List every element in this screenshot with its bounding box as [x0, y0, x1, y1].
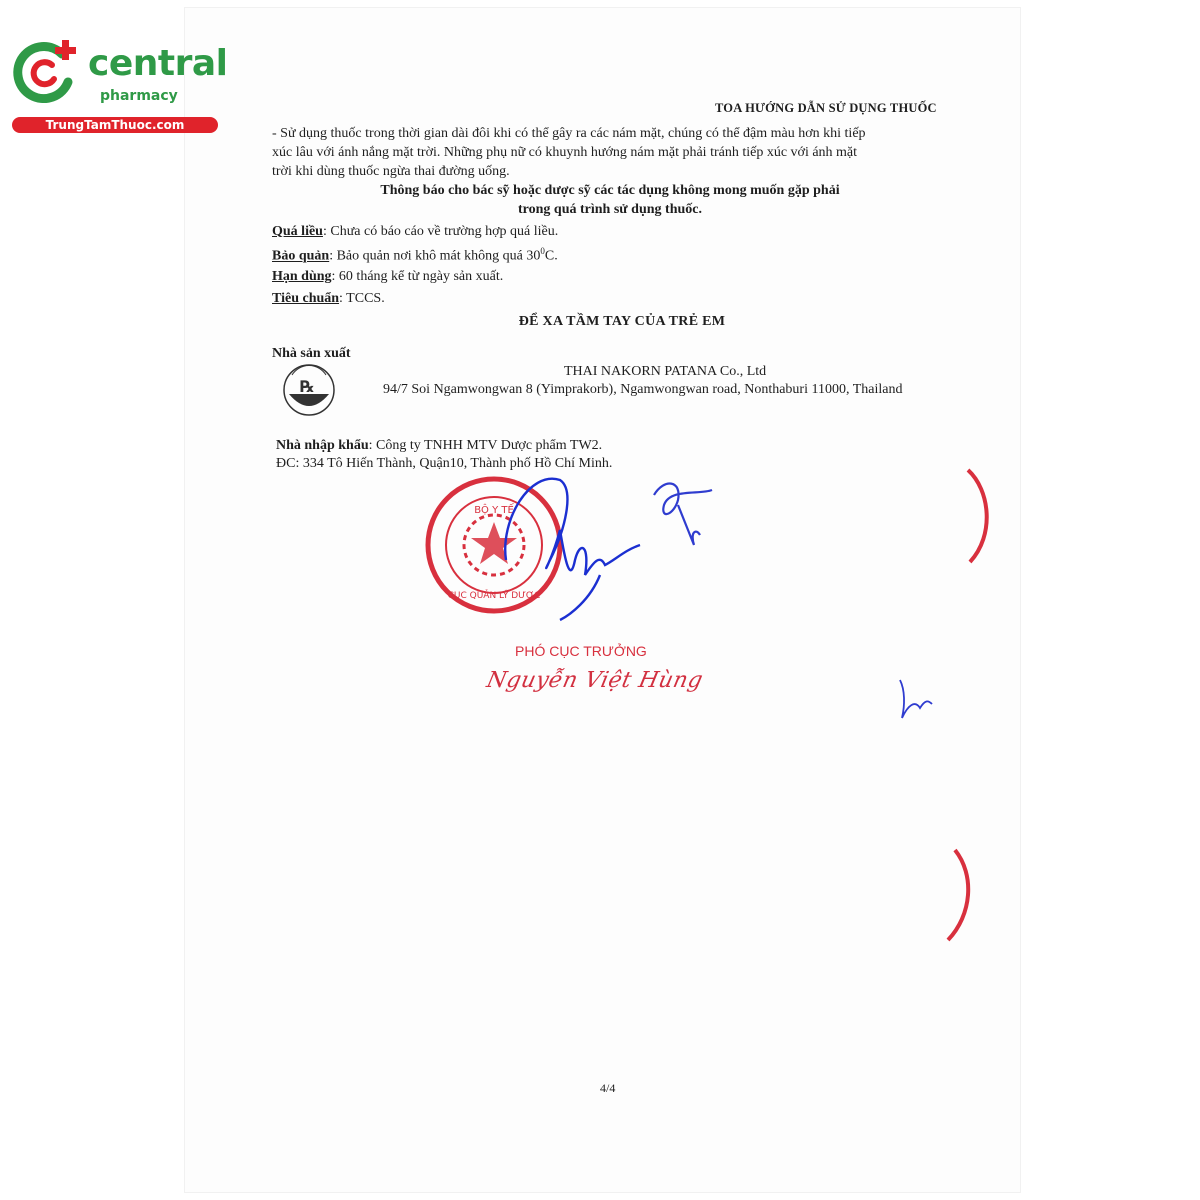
importer-label: Nhà nhập khẩu [276, 438, 369, 453]
page-number: 4/4 [600, 1081, 616, 1095]
manufacturer-name: THAI NAKORN PATANA Co., Ltd [564, 364, 767, 379]
notice-line-2: trong quá trình sử dụng thuốc. [518, 202, 702, 217]
manufacturer-label: Nhà sản xuất [272, 346, 351, 361]
storage-label: Bảo quản [272, 248, 330, 264]
official-name: Nguyễn Việt Hùng [484, 668, 706, 693]
shelf-life-text: : 60 tháng kể từ ngày sản xuất. [331, 269, 504, 284]
intro-line-2: xúc lâu với ánh nắng mặt trời. Những phụ nữ có khuynh hướng nám mặt phải tránh tiếp xúc với ánh mặt [272, 145, 858, 160]
manufacturer-logo-icon [284, 365, 334, 415]
manufacturer-address: 94/7 Soi Ngamwongwan 8 (Yimprakorb), Ngamwongwan road, Nonthaburi 11000, Thailand [383, 382, 903, 397]
margin-stamp-fragment-icon [948, 850, 968, 940]
brand-subname: pharmacy [100, 88, 178, 104]
intro-line-1: - Sử dụng thuốc trong thời gian dài đôi khi có thể gây ra các nám mặt, chúng có thể đậm màu hơn khi tiếp [272, 126, 866, 141]
document-header-title: TOA HƯỚNG DẪN SỬ DỤNG THUỐC [715, 101, 937, 115]
shelf-life-label: Hạn dùng [272, 269, 332, 284]
overdose-text: : Chưa có báo cáo về trường hợp quá liều. [322, 224, 559, 239]
storage-text: : Bảo quản nơi khô mát không quá 30 [329, 248, 541, 264]
brand-website-link[interactable]: TrungTamThuoc.com [12, 117, 218, 133]
children-warning: ĐỂ XA TẦM TAY CỦA TRẺ EM [518, 314, 726, 329]
svg-text:℞: ℞ [300, 377, 315, 396]
margin-initial-icon [900, 680, 932, 718]
importer-field [276, 438, 602, 454]
importer-address: ĐC: 334 Tô Hiến Thành, Quận10, Thành phố Hồ Chí Minh. [276, 456, 613, 471]
standard-text: : TCCS. [339, 291, 385, 306]
official-title: PHÓ CỤC TRƯỞNG [515, 643, 647, 659]
margin-stamp-fragment-icon [968, 470, 987, 562]
overdose-label: Quá liều [272, 224, 323, 239]
storage-unit: C. [544, 248, 558, 264]
storage-degree-sup: 0 [540, 246, 545, 256]
official-stamp-icon [428, 479, 560, 611]
intro-line-3: trời khi dùng thuốc ngừa thai đường uống. [272, 164, 510, 179]
importer-text: : Công ty TNHH MTV Dược phẩm TW2. [368, 438, 603, 453]
svg-text:CỤC QUẢN LÝ DƯỢC: CỤC QUẢN LÝ DƯỢC [447, 591, 541, 601]
notice-line-1: Thông báo cho bác sỹ hoặc dược sỹ các tác dụng không mong muốn gặp phải [380, 183, 840, 198]
brand-name: central [88, 43, 228, 84]
svg-text:BỘ Y TẾ: BỘ Y TẾ [474, 505, 514, 516]
importer-signature-icon [654, 484, 712, 545]
standard-label: Tiêu chuẩn [272, 291, 340, 306]
